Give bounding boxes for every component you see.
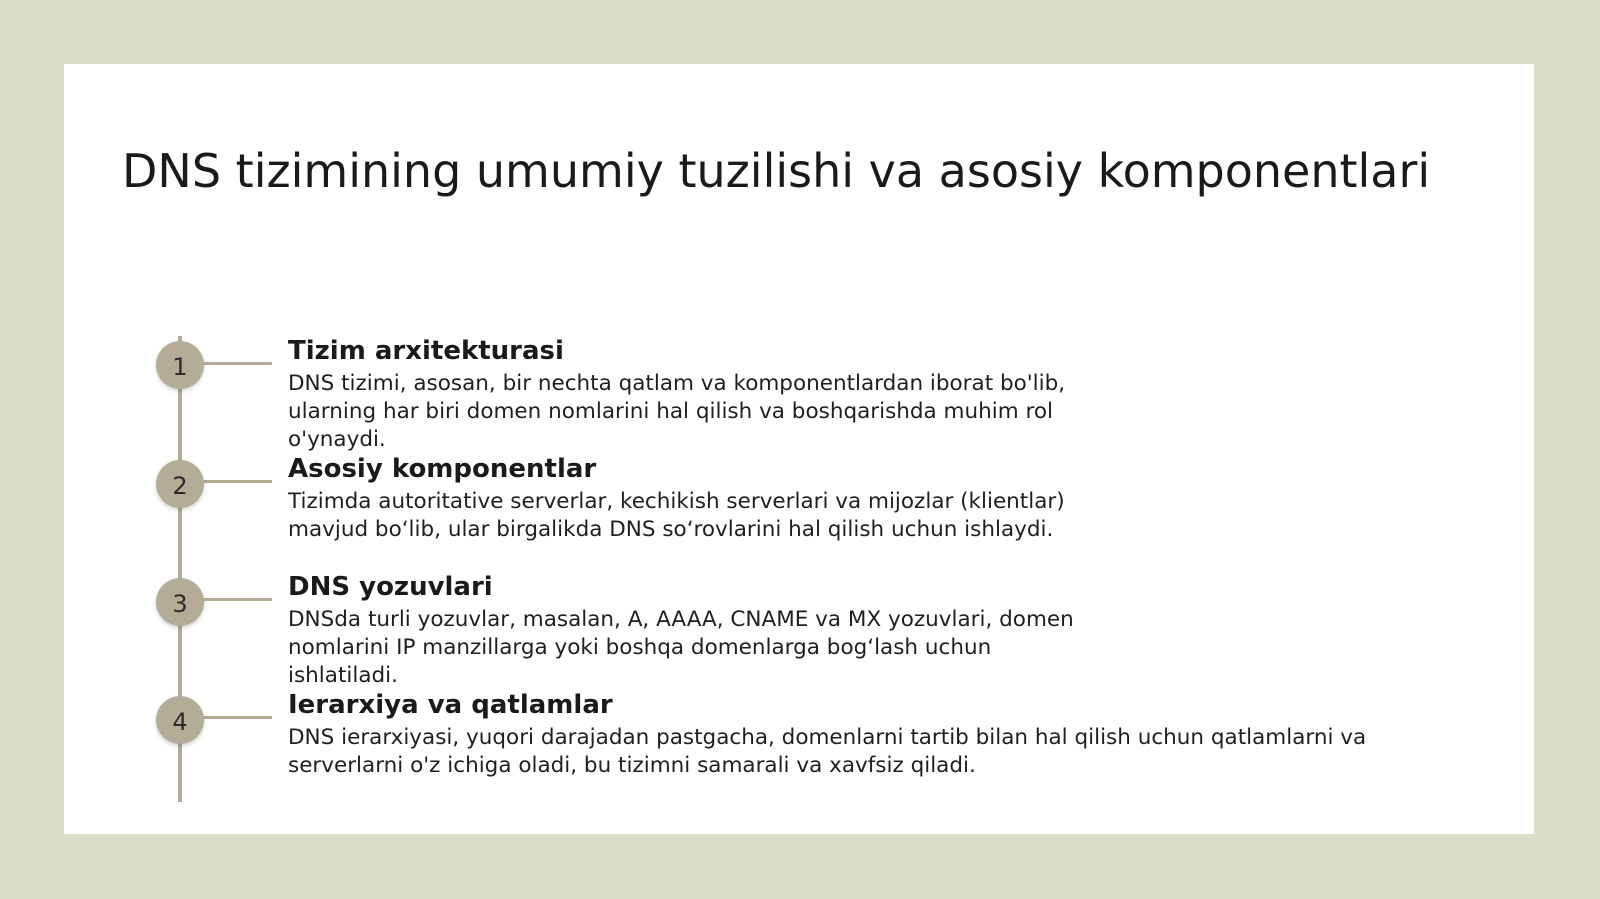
step-title: Ierarxiya va qatlamlar bbox=[288, 690, 613, 720]
step-connector bbox=[200, 716, 272, 719]
step-connector bbox=[200, 362, 272, 365]
step-description: DNSda turli yozuvlar, masalan, A, AAAA, CNAME va MX yozuvlari, domen nomlarini IP manzillarga yoki boshqa domenlarga bog‘lash uchun ishlatiladi. bbox=[288, 607, 1074, 688]
step-description: Tizimda autoritative serverlar, kechikish serverlari va mijozlar (klientlar) mavjud bo‘lib, ular birgalikda DNS so‘rovlarini hal qilish uchun ishlaydi. bbox=[288, 489, 1065, 542]
slide-title: DNS tizimining umumiy tuzilishi va asosiy komponentlari bbox=[122, 144, 1431, 198]
step-connector bbox=[200, 598, 272, 601]
step-number-badge: 3 bbox=[156, 578, 204, 626]
step-title: Tizim arxitekturasi bbox=[288, 336, 564, 366]
step-description: DNS tizimi, asosan, bir nechta qatlam va komponentlardan iborat bo'lib, ularning har biri domen nomlarini hal qilish va boshqarishda muhim rol o'ynaydi. bbox=[288, 371, 1066, 452]
step-number-badge: 2 bbox=[156, 460, 204, 508]
step-number-badge: 1 bbox=[156, 341, 204, 389]
step-title: Asosiy komponentlar bbox=[288, 454, 597, 484]
step-connector bbox=[200, 480, 272, 483]
slide bbox=[64, 64, 1534, 834]
step-title: DNS yozuvlari bbox=[288, 572, 493, 602]
step-description: DNS ierarxiyasi, yuqori darajadan pastgacha, domenlarni tartib bilan hal qilish uchun qatlamlarni va serverlarni o'z ichiga oladi, bu tizimni samarali va xavfsiz qiladi. bbox=[288, 725, 1367, 778]
step-number-badge: 4 bbox=[156, 696, 204, 744]
